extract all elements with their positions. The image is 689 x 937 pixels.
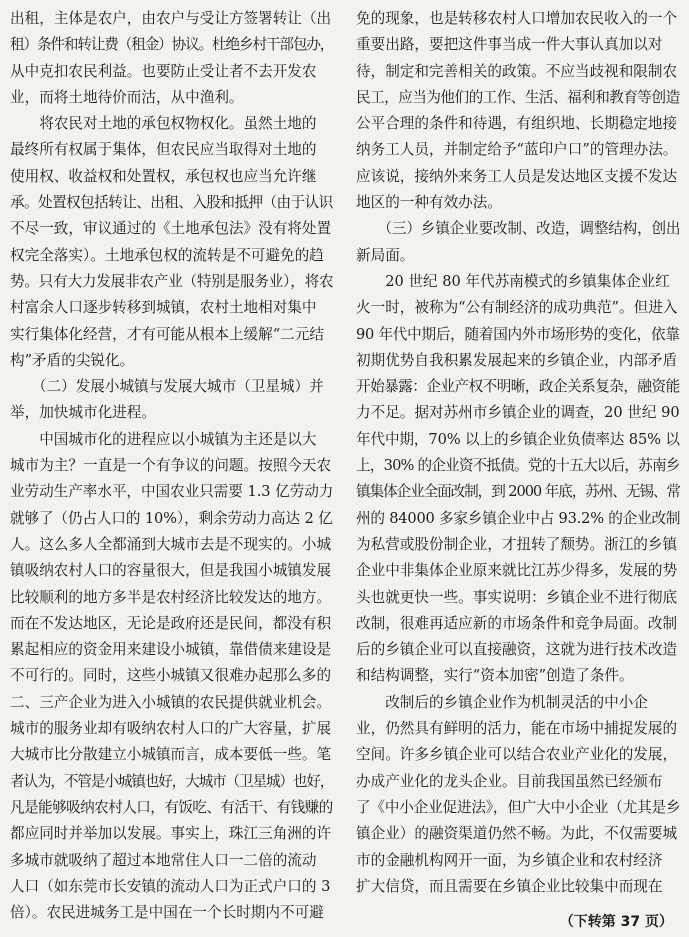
text-line: 城市的服务业却有吸纳农村人口的广大容量，扩展 (10, 720, 332, 738)
text-line: 使用权、收益权和处置权，承包权也应当允许继 (10, 167, 317, 185)
text-line: 年代中期，70% 以上的乡镇企业负债率达 85% 以 (356, 430, 680, 448)
text-line: 承。处置权包括转让、出租、入股和抵押（由于认识 (10, 194, 333, 212)
text-line: 二、三产企业为进入小城镇的农民提供就业机会。 (10, 693, 332, 711)
text-line: 了《中小企业促进法》，但广大中小企业（尤其是乡 (356, 798, 680, 816)
text-line: 镇吸纳农村人口的容量很大，但是我国小城镇发展 (10, 562, 332, 580)
text-line: 不尽一致，审议通过的《土地承包法》没有将处置 (10, 220, 332, 238)
text-line: 者认为，不管是小城镇也好，大城市（卫星城）也好， (10, 772, 333, 790)
text-line: 倍）。农民进城务工是中国在一个长时期内不可避 (10, 904, 324, 922)
text-line: 凡是能够吸纳农村人口，有饭吃、有活干、有钱赚的 (10, 798, 333, 816)
text-line: 构”矛盾的尖锐化。 (10, 351, 135, 369)
text-line: 人。这么多人全都涌到大城市去是不现实的。小城 (10, 535, 332, 553)
text-line: 改制，很难再适应新的市场条件和竞争局面。改制 (356, 614, 678, 632)
text-line: 比较顺利的地方多半是农村经济比较发达的地方。 (10, 588, 332, 606)
text-line: 就够了（仍占人口的 10%），剩余劳动力高达 2 亿 (10, 509, 333, 527)
text-line: 空间。许多乡镇企业可以结合农业产业化的发展， (356, 746, 678, 764)
text-line: 业劳动生产率水平，中国农业只需要 1.3 亿劳动力 (10, 483, 333, 501)
text-line: 90 年代中期后，随着国内外市场形势的变化，依靠 (356, 325, 680, 343)
text-line: 出租，主体是农户，由农户与受让方签署转让（出 (10, 10, 332, 27)
text-line: 重要出路，要把这件事当成一件大事认真加以对 (356, 36, 663, 54)
right-text-column (356, 6, 680, 900)
text-line: 企业中非集体企业原来就比江苏少得多，发展的势 (356, 562, 678, 580)
text-line: 业，仍然具有鲜明的活力，能在市场中捕捉发展的 (356, 720, 678, 738)
text-line: 为私营或股份制企业，才扭转了颓势。浙江的乡镇 (356, 535, 678, 553)
text-line: 初期优势自我积累发展起来的乡镇企业，内部矛盾 (356, 351, 678, 369)
text-line: 多城市就吸纳了超过本地常住人口一二倍的流动 (10, 851, 317, 869)
text-line: 免的现象，也是转移农村人口增加农民收入的一个 (356, 10, 678, 27)
text-line: 扩大信贷，而且需要在乡镇企业比较集中而现在 (356, 877, 663, 895)
text-line: 办成产业化的龙头企业。目前我国虽然已经颁布 (356, 772, 663, 790)
text-line: 改制后的乡镇企业作为机制灵活的中小企 (356, 693, 648, 711)
text-line: 业，而将土地待价而沽，从中渔利。 (10, 88, 244, 106)
text-line: 权完全落实）。土地承包权的流转是不可避免的趋 (10, 246, 324, 264)
text-line: 纳务工人员，并制定给予“蓝印户口”的管理办法。 (356, 141, 678, 159)
text-line: 租）条件和转让费（租金）协议。杜绝乡村干部包办， (10, 36, 333, 54)
text-line: 最终所有权属于集体，但农民应当取得对土地的 (10, 141, 317, 159)
text-line: 都应同时并举加以发展。事实上，珠江三角洲的许 (10, 825, 332, 843)
text-line: 上，30% 的企业资不抵债。党的十五大以后，苏南乡 (356, 457, 680, 475)
text-line: 市的金融机构网开一面，为乡镇企业和农村经济 (356, 851, 663, 869)
text-line: 民工，应当为他们的工作、生活、福利和教育等创造 (356, 88, 680, 106)
text-line: 应该说，接纳外来务工人员是发达地区支援不发达 (356, 167, 678, 185)
text-line: 地区的一种有效办法。 (356, 194, 502, 212)
text-line: 实行集体化经营，才有可能从根本上缓解“二元结 (10, 325, 324, 343)
text-line: 将农民对土地的承包权物权化。虽然土地的 (10, 115, 317, 133)
text-line: 火一时，被称为“公有制经济的成功典范”。但进入 (356, 299, 678, 317)
text-line: 城市为主？一直是一个有争议的问题。按照今天农 (10, 457, 332, 475)
text-line: 新局面。 (356, 246, 415, 264)
text-line: 从中克扣农民利益。也要防止受让者不去开发农 (10, 62, 317, 80)
text-line: 累起相应的资金用来建设小城镇，靠借债来建设是 (10, 641, 332, 659)
text-line: 村富余人口逐步转移到城镇，农村土地相对集中 (10, 299, 317, 317)
continued-on-page-note: （下转第 37 页） (559, 914, 673, 930)
text-line: 镇集体企业全面改制，到 2000 年底，苏州、无锡、常 (356, 483, 680, 501)
text-line: 20 世纪 80 年代苏南模式的乡镇集体企业红 (356, 272, 670, 290)
text-line: 大城市比分散建立小城镇而言，成本要低一些。笔 (10, 746, 332, 764)
left-text-column (10, 6, 333, 926)
text-line: 头也就更快一些。事实说明：乡镇企业不进行彻底 (356, 588, 678, 606)
text-line: 待，制定和完善相关的政策。不应当歧视和限制农 (356, 62, 678, 80)
text-line: 和结构调整，实行“资本加密”创造了条件。 (356, 667, 634, 685)
text-line: 开始暴露：企业产权不明晰，政企关系复杂，融资能 (356, 378, 680, 396)
text-line: 力不足。据对苏州市乡镇企业的调查，20 世纪 90 (356, 404, 680, 422)
text-line: 举，加快城市化进程。 (10, 404, 156, 422)
text-line: （二）发展小城镇与发展大城市（卫星城）并 (10, 378, 324, 396)
text-line: 公平合理的条件和待遇，有组织地、长期稳定地接 (356, 115, 678, 133)
text-line: 势。只有大力发展非农产业（特别是服务业），将农 (10, 272, 333, 290)
text-line: 中国城市化的进程应以小城镇为主还是以大 (10, 430, 317, 448)
text-line: （三）乡镇企业要改制、改造，调整结构，创出 (356, 220, 680, 238)
text-line: 不可行的。同时，这些小城镇又很难办起那么多的 (10, 667, 332, 685)
text-line: 州的 84000 多家乡镇企业中占 93.2% 的企业改制 (356, 509, 680, 527)
text-line: 后的乡镇企业可以直接融资，这就为进行技术改造 (356, 641, 678, 659)
text-line: 镇企业）的融资渠道仍然不畅。为此，不仅需要城 (356, 825, 678, 843)
text-line: 而在不发达地区，无论是政府还是民间，都没有积 (10, 614, 332, 632)
text-line: 人口（如东莞市长安镇的流动人口为正式户口的 3 (10, 877, 331, 895)
